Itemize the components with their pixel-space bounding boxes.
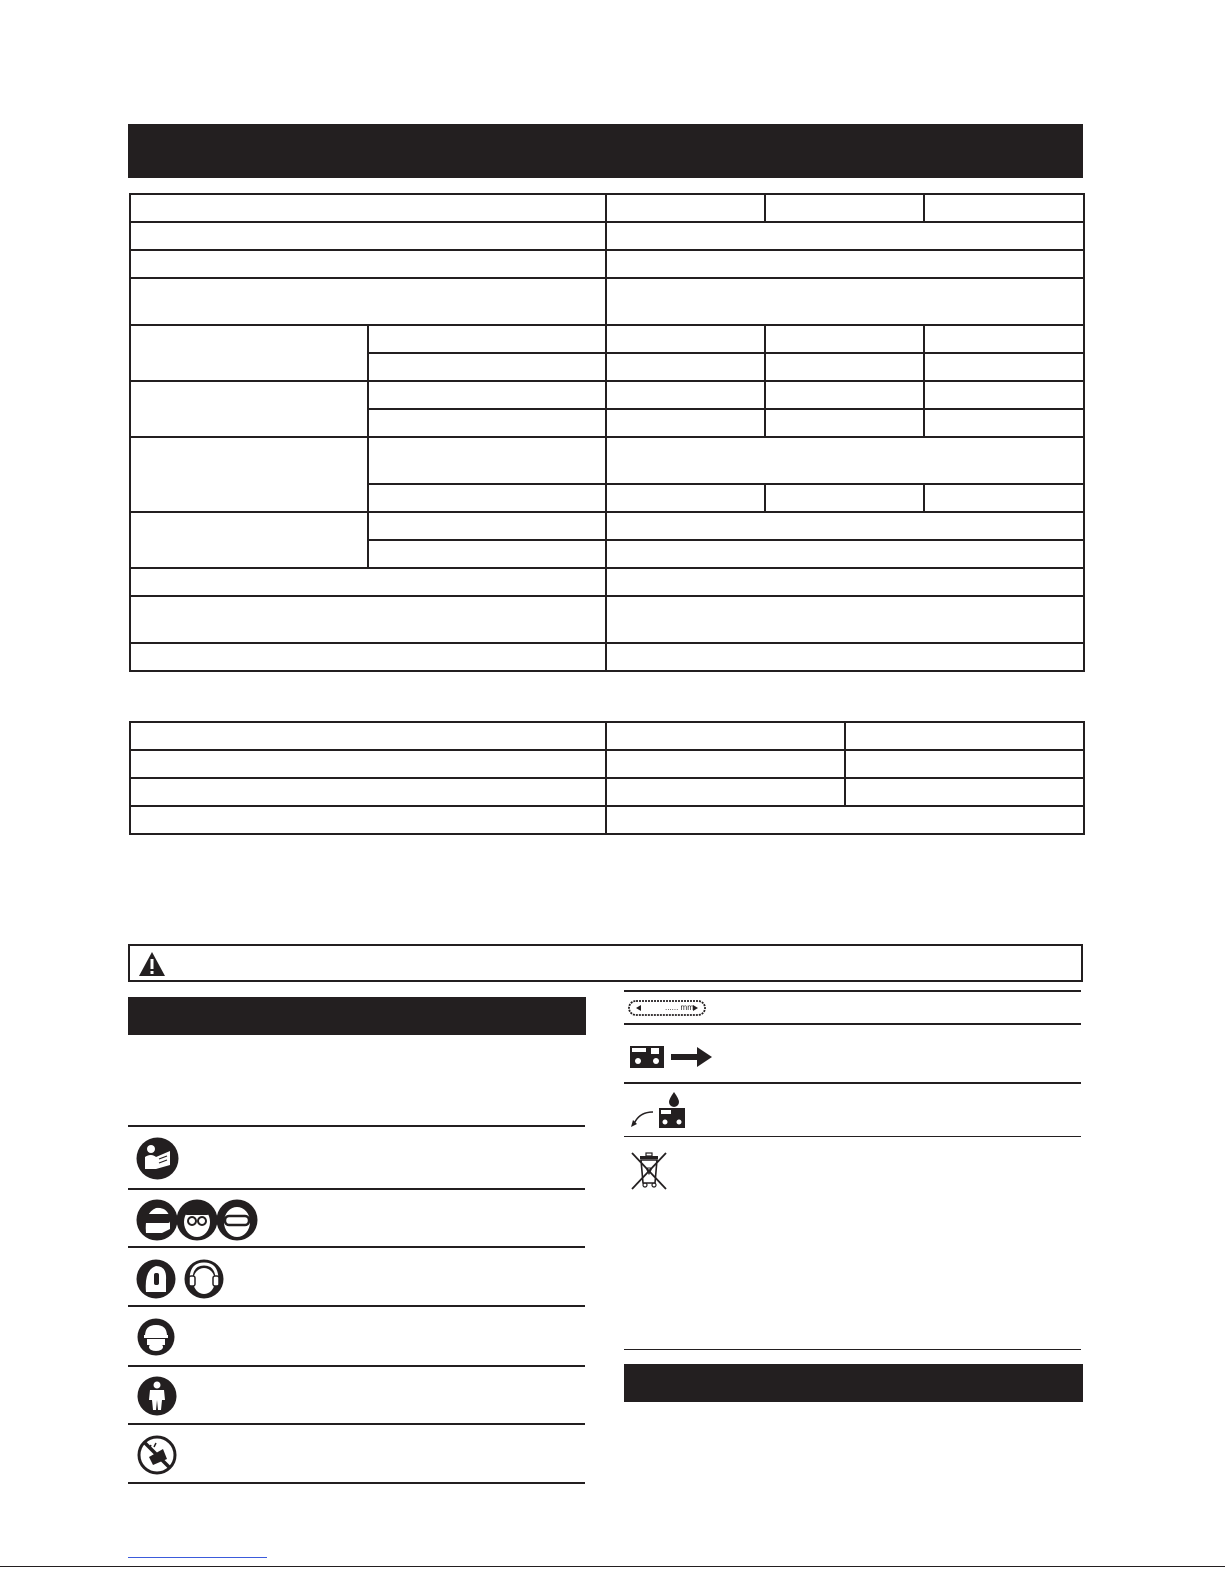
- table-row: [130, 437, 1084, 484]
- weee-disposal-icon: [629, 1150, 669, 1192]
- footer-link-underline: [128, 1557, 267, 1558]
- ear-protection-icon: [136, 1258, 226, 1300]
- table-row: [130, 222, 1084, 250]
- table-row: [130, 250, 1084, 278]
- warning-box: [128, 944, 1083, 982]
- table-row: [130, 643, 1084, 671]
- right-section-header: [624, 1364, 1083, 1402]
- chain-direction-icon: [629, 1044, 713, 1070]
- table-row: [130, 750, 1084, 778]
- specifications-header-bar: [128, 124, 1083, 178]
- guide-bar-length-label: ...... mm: [665, 1003, 694, 1012]
- eye-protection-icon: [136, 1199, 258, 1241]
- table-row: [130, 778, 1084, 806]
- table-row: [130, 512, 1084, 540]
- table-row: [130, 381, 1084, 409]
- page-bottom-rule: [0, 1566, 1225, 1567]
- lower-table: [129, 721, 1085, 835]
- warning-triangle-icon: [138, 951, 166, 977]
- no-rain-icon: [137, 1435, 177, 1475]
- chain-oil-icon: [629, 1090, 687, 1130]
- table-row: [130, 806, 1084, 834]
- table-row: [130, 722, 1084, 750]
- table-row: [130, 596, 1084, 643]
- table-row: [130, 325, 1084, 353]
- helmet-icon: [137, 1318, 175, 1356]
- specifications-table: [129, 193, 1085, 672]
- table-row: [130, 194, 1084, 222]
- protective-clothing-icon: [137, 1376, 177, 1416]
- guide-bar-length-icon: [628, 999, 706, 1017]
- read-manual-icon: [136, 1137, 179, 1180]
- table-row: [130, 278, 1084, 325]
- symbols-section-header: [128, 997, 586, 1035]
- table-row: [130, 568, 1084, 596]
